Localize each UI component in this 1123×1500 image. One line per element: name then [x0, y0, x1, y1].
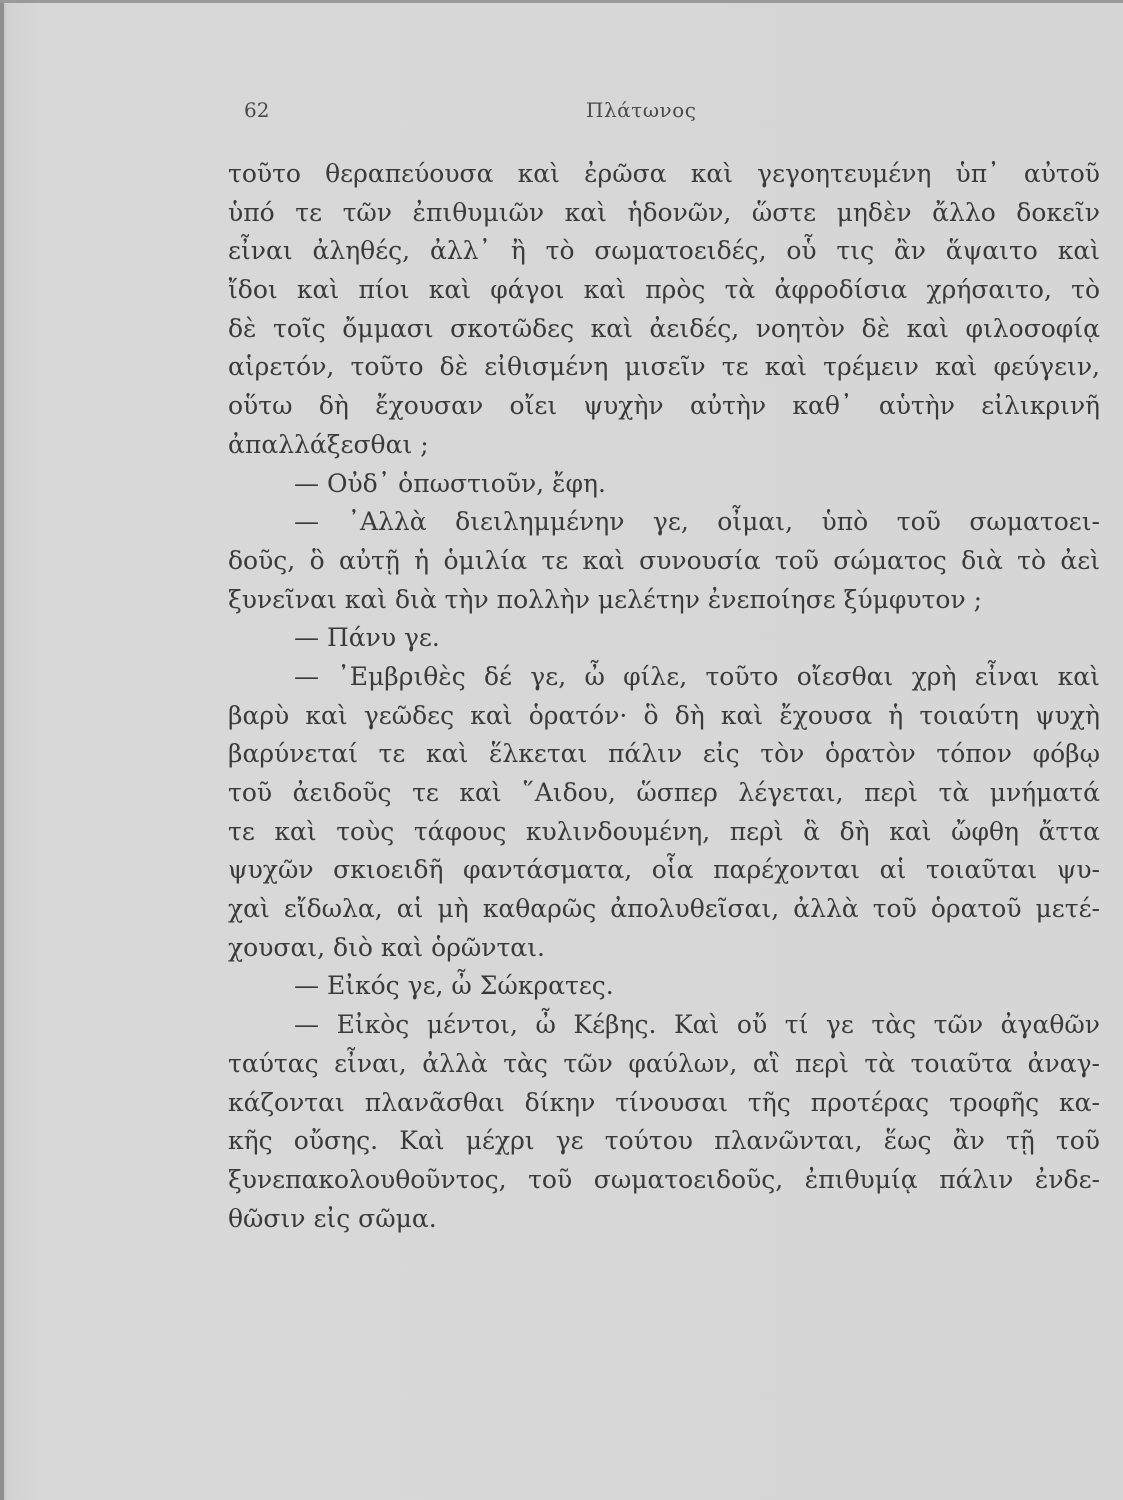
dialog-line: — Εἰκὸς μέντοι, ὦ Κέβης. Καὶ οὔ τί γε τὰς τῶν ἀγαθῶν: [294, 1010, 1100, 1040]
text-line: ξυνεπακολουθοῦντος, τοῦ σωματοειδοῦς, ἐπιθυμίᾳ πάλιν ἐνδε-: [228, 1164, 1100, 1194]
text-line: θῶσιν εἰς σῶμα.: [228, 1203, 437, 1233]
page-spine-edge: [0, 0, 4, 1500]
dialog-line: — ᾽Αλλὰ διειλημμένην γε, οἶμαι, ὑπὸ τοῦ σωματοει-: [294, 507, 1100, 537]
dialog-line: — Οὐδ᾽ ὁπωστιοῦν, ἔφη.: [294, 468, 606, 498]
text-line: τοῦ ἀειδοῦς τε καὶ ῞Αιδου, ὥσπερ λέγεται, περὶ τὰ μνήματά: [228, 778, 1100, 807]
page-top-edge: [0, 0, 1123, 3]
dialog-line: — Εἰκός γε, ὦ Σώκρατες.: [294, 971, 614, 1001]
text-line: τε καὶ τοὺς τάφους κυλινδουμένη, περὶ ἃ δὴ καὶ ὤφθη ἄττα: [228, 816, 1100, 846]
page-number: 62: [244, 98, 270, 122]
text-line: ὑπό τε τῶν ἐπιθυμιῶν καὶ ἡδονῶν, ὥστε μηδὲν ἄλλο δοκεῖν: [228, 197, 1100, 227]
text-line: κῆς οὔσης. Καὶ μέχρι γε τούτου πλανῶνται, ἕως ἂν τῇ τοῦ: [228, 1126, 1100, 1156]
dialog-line: — Πάνυ γε.: [294, 623, 440, 653]
body-text: [228, 155, 1100, 1238]
text-line: δοῦς, ὃ αὐτῇ ἡ ὁμιλία τε καὶ συνουσία τοῦ σώματος διὰ τὸ ἀεὶ: [228, 545, 1100, 575]
text-line: ἀπαλλάξεσθαι ;: [228, 429, 429, 459]
text-line: χουσαι, διὸ καὶ ὁρῶνται.: [228, 932, 545, 962]
text-line: οὕτω δὴ ἔχουσαν οἴει ψυχὴν αὐτὴν καθ᾽ αὑτὴν εἰλικρινῆ: [228, 391, 1100, 421]
text-line: ἴδοι καὶ πίοι καὶ φάγοι καὶ πρὸς τὰ ἀφροδίσια χρήσαιτο, τὸ: [228, 275, 1100, 305]
text-line: κάζονται πλανᾶσθαι δίκην τίνουσαι τῆς προτέρας τροφῆς κα-: [228, 1087, 1100, 1117]
text-line: βαρύνεταί τε καὶ ἕλκεται πάλιν εἰς τὸν ὁρατὸν τόπον φόβῳ: [228, 739, 1100, 769]
text-line: τοῦτο θεραπεύουσα καὶ ἐρῶσα καὶ γεγοητευμένη ὑπ᾽ αὐτοῦ: [228, 159, 1100, 188]
text-line: δὲ τοῖς ὄμμασι σκοτῶδες καὶ ἀειδές, νοητὸν δὲ καὶ φιλοσοφίᾳ: [228, 313, 1100, 343]
text-line: ψυχῶν σκιοειδῆ φαντάσματα, οἷα παρέχονται αἱ τοιαῦται ψυ-: [228, 855, 1100, 885]
text-line: χαὶ εἴδωλα, αἱ μὴ καθαρῶς ἀπολυθεῖσαι, ἀλλὰ τοῦ ὁρατοῦ μετέ-: [228, 894, 1100, 924]
dialog-line: — ᾽Εμβριθὲς δέ γε, ὦ φίλε, τοῦτο οἴεσθαι χρὴ εἶναι καὶ: [294, 661, 1100, 691]
text-line: βαρὺ καὶ γεῶδες καὶ ὁρατόν· ὃ δὴ καὶ ἔχουσα ἡ τοιαύτη ψυχὴ: [228, 700, 1100, 730]
text-line: ταύτας εἶναι, ἀλλὰ τὰς τῶν φαύλων, αἳ περὶ τὰ τοιαῦτα ἀναγ-: [228, 1048, 1100, 1078]
text-line: αἱρετόν, τοῦτο δὲ εἰθισμένη μισεῖν τε καὶ τρέμειν καὶ φεύγειν,: [228, 352, 1100, 382]
text-line: εἶναι ἀληθές, ἀλλ᾽ ἢ τὸ σωματοειδές, οὗ τις ἂν ἅψαιτο καὶ: [228, 236, 1100, 266]
text-line: ξυνεῖναι καὶ διὰ τὴν πολλὴν μελέτην ἐνεποίησε ξύμφυτον ;: [228, 584, 983, 614]
running-head: Πλάτωνος: [586, 98, 697, 122]
